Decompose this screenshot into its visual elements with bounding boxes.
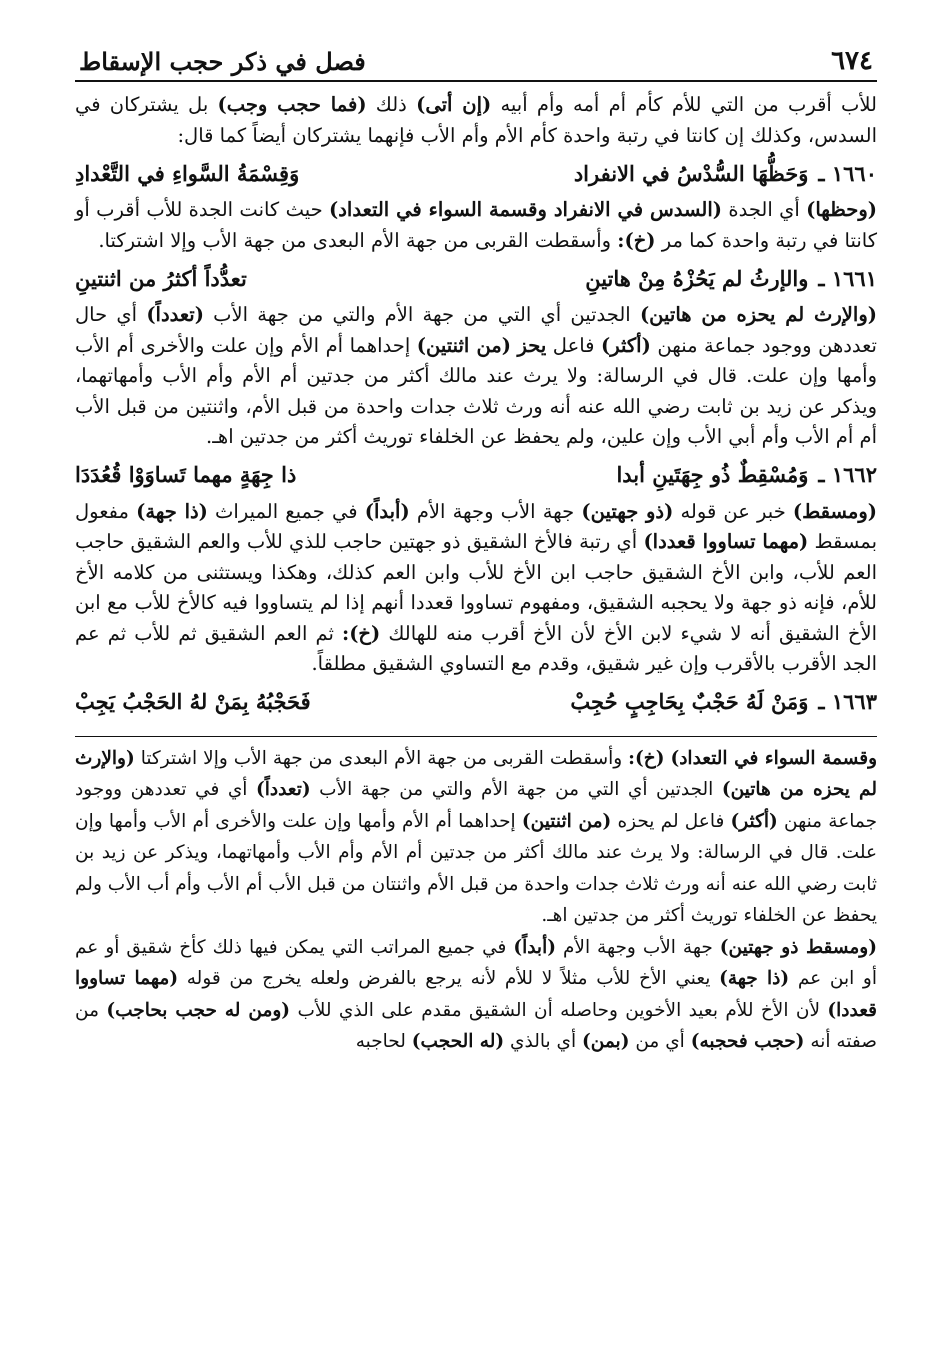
verse-number: ١٦٦٠ ـ — [818, 160, 877, 186]
bold-term: (خ): — [628, 747, 665, 769]
footnote-paragraph-2 — [75, 932, 877, 1058]
verse-1662 — [75, 455, 877, 495]
bold-term: (حجب فحجبه) — [690, 1031, 805, 1052]
bold-term: (خ): — [617, 228, 656, 252]
verse-number: ١٦٦٢ ـ — [818, 462, 877, 487]
text: ثم العم الشقيق ثم للأب ثم عم الجد الأقرب بالأقرب وإن غير شقيق، وقدم مع التساوي الشقيق مطلقاً. — [75, 621, 877, 675]
bold-term: (إن أتى) — [416, 93, 492, 116]
text: أي من — [629, 1031, 691, 1052]
verse-number: ١٦٦٣ ـ — [818, 689, 877, 714]
text: ذلك — [366, 93, 417, 116]
bold-term: (أكثر) — [730, 810, 778, 832]
text: فاعل — [546, 333, 602, 357]
bold-term: (فما حجب وجب) — [217, 93, 367, 116]
paragraph-4 — [75, 497, 877, 680]
footnote-paragraph-1 — [75, 743, 877, 932]
verse-first-hemistich: وَمُسْقِطٌ ذُو جِهَتَينِ أبدا — [616, 462, 809, 487]
bold-term: (وحظها) — [806, 198, 877, 221]
bold-term: (ذا جهة) — [136, 499, 208, 523]
paragraph-1 — [75, 90, 877, 151]
verse-first-hemistich: وَمَنْ لَهُ حَجْبٌ بِحَاجِبٍ حُجِبْ — [570, 689, 809, 714]
bold-term: (من اثنتين) — [521, 810, 612, 832]
footnote-separator — [75, 736, 877, 737]
text: في جميع المراتب التي يمكن فيها ذلك كأخ شقيق أو عم أو ابن عم — [75, 936, 877, 989]
bold-term: (والإرث لم يحزه من هاتين) — [75, 747, 877, 800]
page-number: ٦٧٤ — [831, 46, 873, 76]
text: حيث كانت الجدة للأب أقرب أو كانتا في رتبة واحدة كما مر — [75, 198, 877, 252]
verse-second-hemistich: ذا جِهَةٍ مهما تَساوَوْا قُعُدَدَا — [75, 462, 297, 487]
text: إحداهما أم الأم وأمها وإن علت والأخرى أم الأب وأمها وإن علت. قال في الرسالة: ولا يرث عند مالك أكثر من جدتين أم الأم وأم الأب وأمهاتهما، ويذكر عن زيد بن ثابت رضي الله عنه أنه ورث ثلاث جدات واحدة من قبل الأم واثنتان من قبل الأب أم الأب وأم أب الأب ولم يحفظ عن الخلفاء توريث أكثر من جدتين اهـ. — [75, 810, 877, 926]
bold-term: (ذو جهتين) — [581, 499, 674, 523]
text: أي حال تعددهن ووجود جماعة منهن — [75, 303, 877, 357]
bold-term: (أبداً) — [513, 936, 556, 958]
bold-term: (ومسقط) — [792, 499, 877, 523]
text: لحاجبه — [355, 1031, 412, 1052]
verse-1660 — [75, 153, 877, 193]
verse-second-hemistich: فَحَجْبُهُ بِمَنْ لهُ الحَجْبُ يَجِبْ — [75, 689, 311, 714]
bold-term: (ومسقط ذو جهتين) — [719, 936, 877, 958]
bold-term: (بمن) — [582, 1031, 630, 1052]
verse-second-hemistich: وَقِسْمَةُ السَّواءِ في التَّعْدادِ — [75, 160, 300, 186]
text: فاعل لم يحزه — [611, 810, 731, 832]
bold-term: (تعدداً) — [146, 303, 204, 326]
bold-term: وقسمة السواء في التعداد) — [670, 747, 877, 769]
bold-term: (له الحجب) — [411, 1031, 505, 1052]
text: أي في تعددهن ووجود جماعة منهن — [75, 779, 878, 832]
paragraph-2 — [75, 195, 877, 256]
bold-term: (ذا جهة) — [719, 968, 790, 989]
text: أي رتبة فالأخ الشقيق ذو جهتين حاجب للذي للأب والعم الشقيق حاجب العم للأب، وابن الأخ الشقيق حاجب ابن الأخ للأب وابن العم كذلك، وهكذا ويستثنى من كلامه الأخ للأم، فإنه ذو جهة ولا يحجبه الشقيق، ومفهوم تساووا قعددا أنهم إذا لم يتساووا فيه كالأخ للأب مع ابن الأخ الشقيق أنه لا شيء لابن الأخ لأن الأخ أقرب منه للهالك — [75, 530, 877, 645]
bold-term: (تعدداً) — [255, 779, 311, 800]
text: جهة الأب وجهة الأم — [555, 936, 720, 958]
verse-1663 — [75, 682, 877, 722]
main-text — [75, 90, 877, 722]
text: وأسقطت القربى من جهة الأم البعدى من جهة الأب وإلا اشتركتا — [134, 747, 629, 769]
text: إحداهما أم الأم وإن علت والأخرى أم الأب وأمها وإن علت. قال في الرسالة: ولا يرث عند مالك أكثر من جدتين أم الأم وأم الأب وأمهاتهما، ويذكر عن زيد بن ثابت رضي الله عنه أنه ورث ثلاث جدات واحدة من قبل الأم، واثنتين من قبل الأب أم أم الأب وأم أبي الأب وإن علين، ولم يحفظ عن الخلفاء توريث أكثر من جدتين اهـ. — [75, 333, 877, 448]
text: مفعول بمسقط — [75, 499, 878, 553]
text: من صفته أنه — [75, 999, 877, 1052]
text: للأب أقرب من التي للأم كأم أم أمه وأم أبيه — [491, 93, 877, 116]
text: الجدتين أي التي من جهة الأم والتي من جهة الأب — [203, 303, 640, 326]
text: بل يشتركان في السدس، وكذلك إن كانتا في رتبة واحدة كأم الأم وأم الأب فإنهما يشتركان أيضاً كما قال: — [75, 93, 877, 147]
verse-second-hemistich: تعدُّداً أكثرُ من اثنتينِ — [75, 265, 247, 291]
verse-number: ١٦٦١ ـ — [818, 265, 877, 291]
bold-term: (ومن له حجب بحاجب) — [106, 999, 291, 1021]
text: يعني الأخ للأب مثلاً لا للأم لأنه يرجع بالفرض ولعله يخرج من قوله — [178, 968, 720, 989]
bold-term: (مهما تساووا قعددا) — [643, 530, 809, 553]
footnote-section — [75, 743, 877, 1058]
verse-first-hemistich: وَحَظُّهَا السُّدْسُ في الانفراد — [573, 160, 809, 186]
verse-first-hemistich: والإرثُ لم يَحُزْهُ مِنْ هاتينِ — [585, 265, 809, 291]
bold-term: (أكثر) — [601, 333, 651, 357]
bold-term: (السدس في الانفراد وقسمة السواء في التعداد) — [329, 198, 723, 221]
bold-term: (خ): — [342, 621, 381, 645]
running-title: فصل في ذكر حجب الإسقاط — [79, 47, 366, 76]
text: جهة الأب وجهة الأم — [409, 499, 582, 523]
page-header — [75, 32, 877, 82]
paragraph-3 — [75, 300, 877, 453]
text: في جميع الميراث — [207, 499, 365, 523]
text: وأسقطت القربى من جهة الأم البعدى من جهة الأب وإلا اشتركتا. — [98, 228, 618, 252]
bold-term: (مهما تساووا قعددا) — [75, 968, 878, 1021]
text: خبر عن قوله — [673, 499, 793, 523]
text: لأن الأخ للأم بعيد الأخوين وحاصله أن الشقيق مقدم على الذي للأب — [290, 999, 828, 1021]
bold-term: يحز — [517, 333, 547, 357]
bold-term: (أبداً) — [364, 499, 410, 523]
text: الجدتين أي التي من جهة الأم والتي من جهة الأب — [310, 779, 722, 800]
bold-term: (والإرث لم يحزه من هاتين) — [639, 303, 877, 326]
text: أي بالذي — [504, 1031, 583, 1052]
bold-term: (من اثنتين) — [416, 333, 511, 357]
text: أي الجدة — [722, 198, 807, 221]
verse-1661 — [75, 258, 877, 298]
